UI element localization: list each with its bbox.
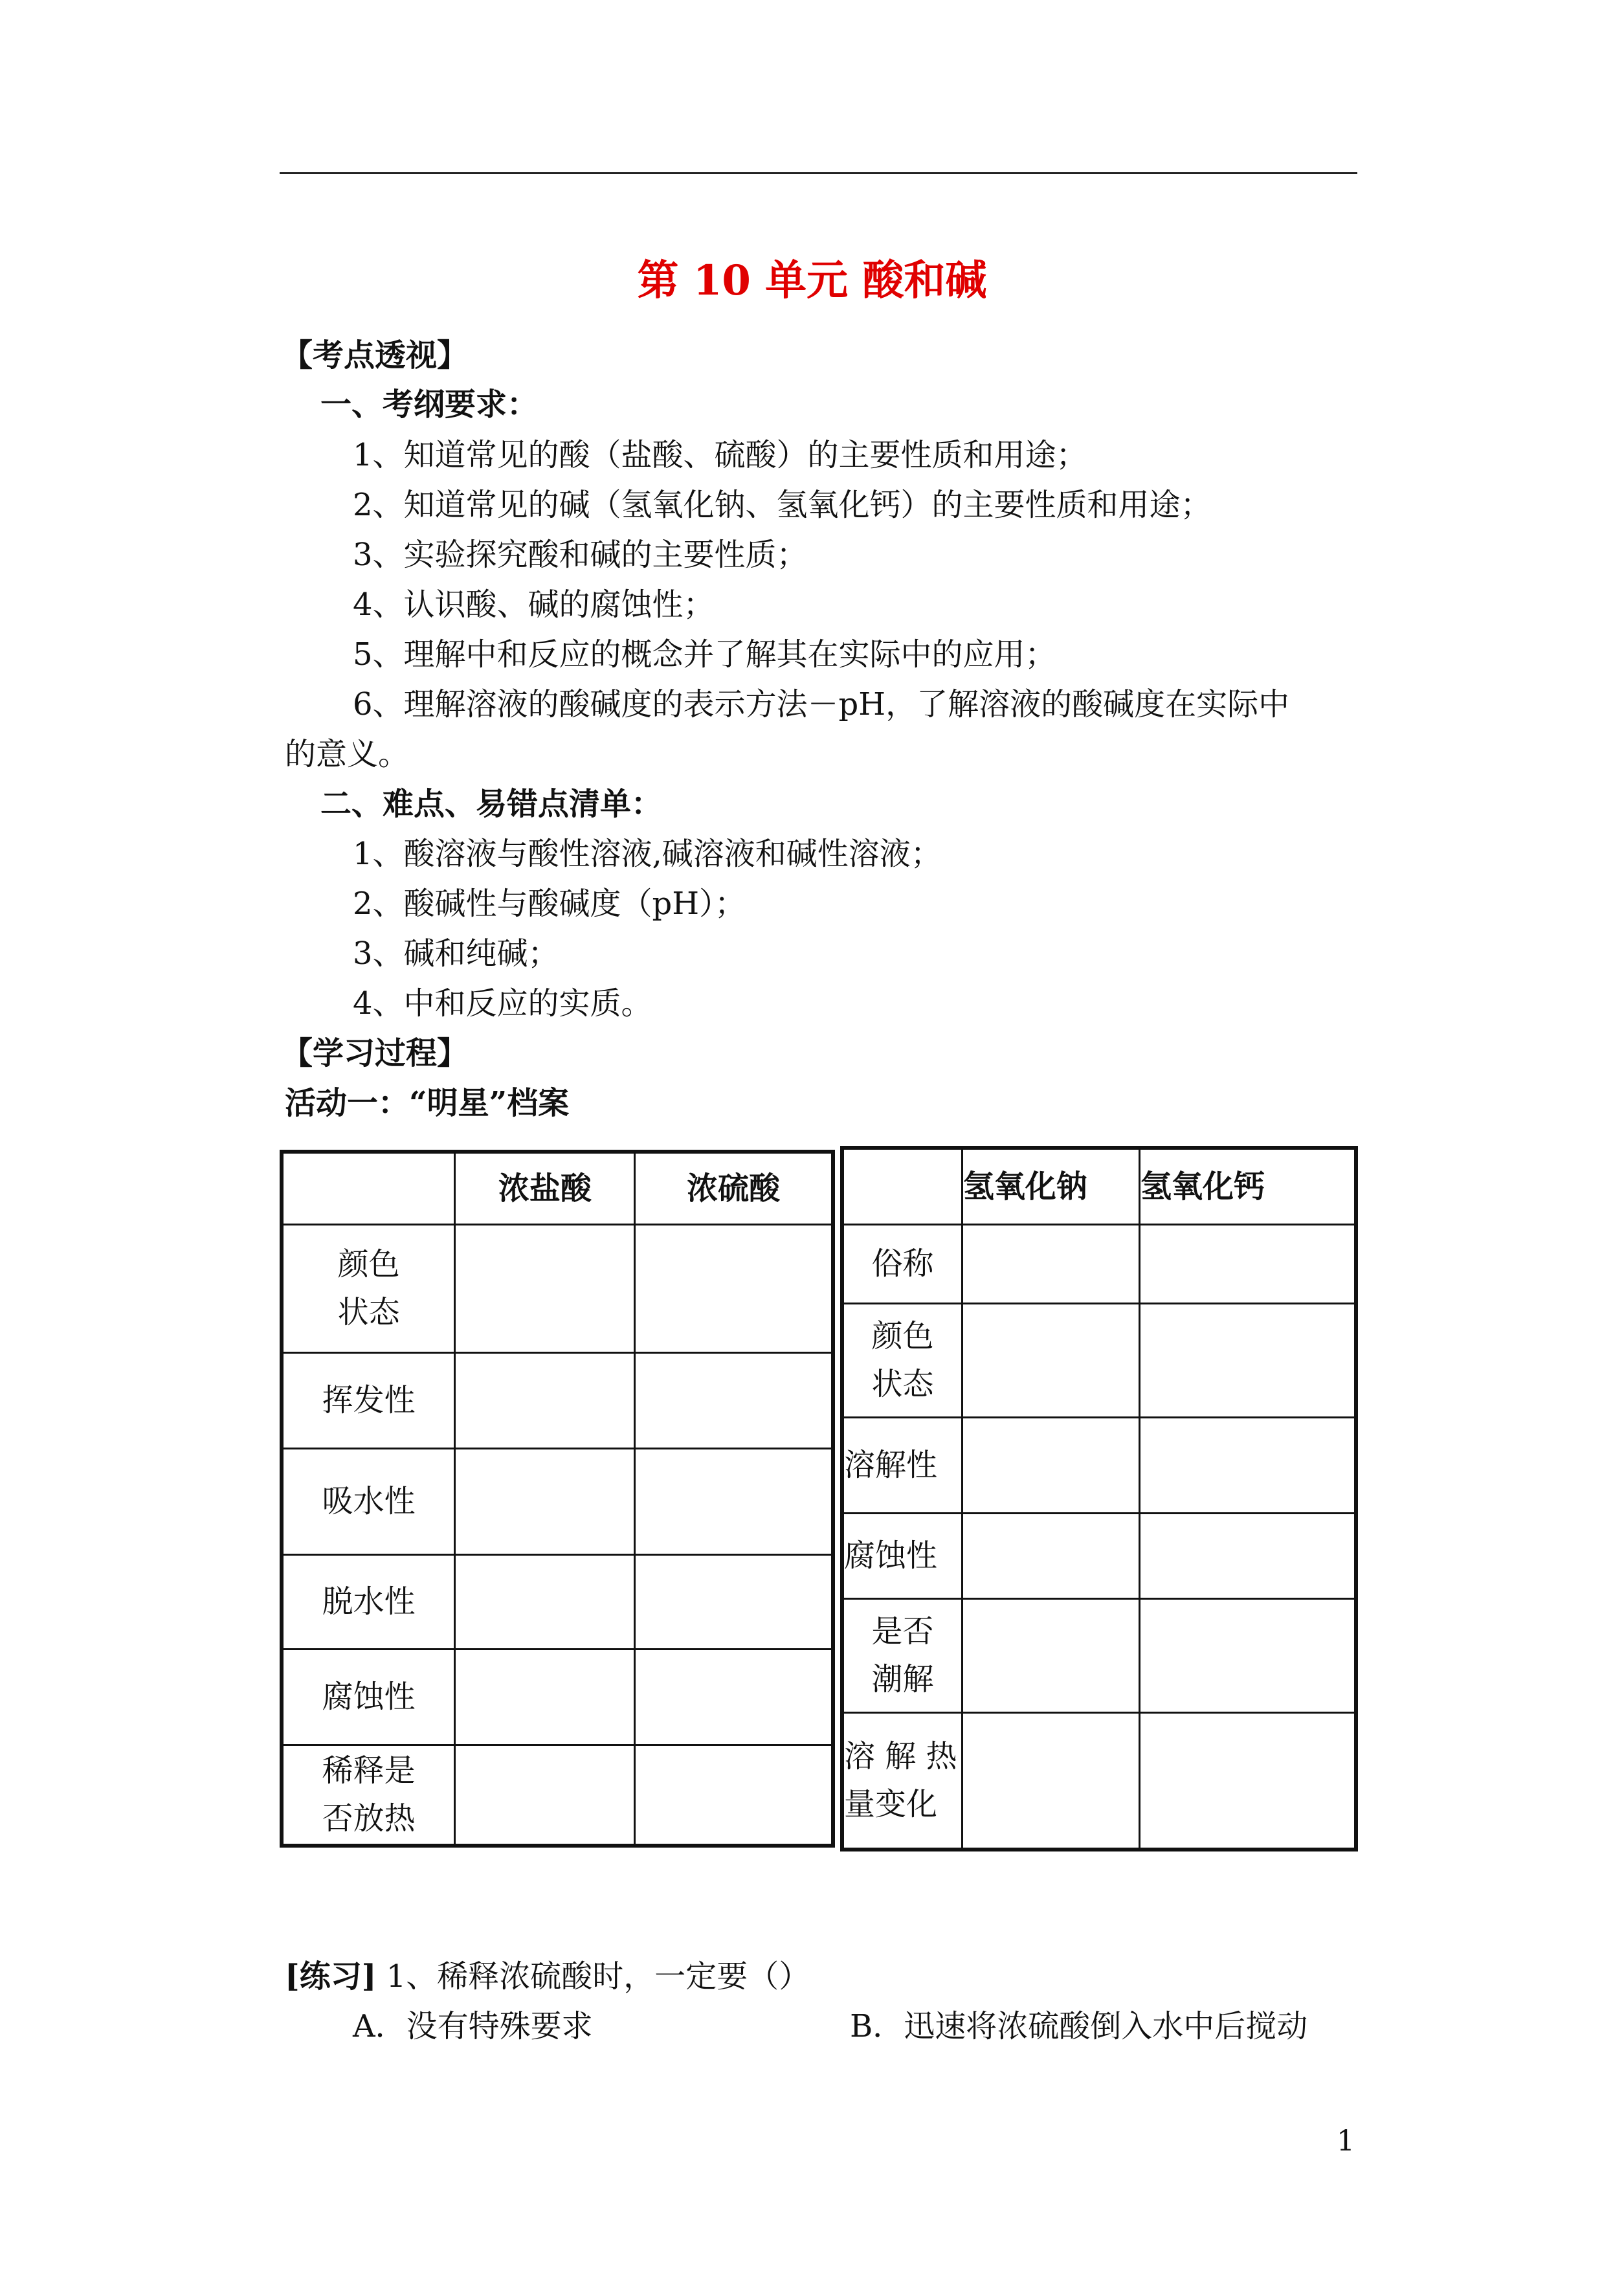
exercise-line [285,1951,810,1996]
row-label-line: 否放热 [322,1800,416,1837]
empty-cell [635,1448,833,1554]
base-properties-table [840,1146,1358,1851]
empty-cell [962,1513,1139,1598]
exercise-question: 1、稀释浓硫酸时，一定要（） [386,1958,810,1995]
subheading-kaogang: 一、考纲要求： [320,386,539,423]
row-label-hygroscopic: 吸水性 [282,1448,455,1554]
row-label-dilution-heat [282,1745,455,1846]
header-cell-caoh2: 氢氧化钙 [1139,1148,1356,1224]
empty-cell [962,1417,1139,1513]
empty-cell [455,1352,635,1448]
row-label-line: 量变化 [844,1786,938,1823]
empty-cell [455,1448,635,1554]
empty-cell [635,1745,833,1846]
empty-cell [1139,1712,1356,1850]
row-label-line: 颜色 [337,1246,400,1282]
table-row [282,1448,833,1554]
table-row [842,1712,1356,1850]
table-header-row [842,1148,1356,1224]
acid-properties-table [280,1150,835,1848]
empty-cell [455,1649,635,1745]
empty-cell [635,1224,833,1352]
kaogang-item-1: 1、知道常见的酸（盐酸、硫酸）的主要性质和用途； [353,437,1087,473]
row-label-line: 是否 [871,1613,934,1650]
page-title: 第 10 单元 酸和碱 [637,256,987,305]
empty-cell [1139,1417,1356,1513]
kaogang-item-5: 5、理解中和反应的概念并了解其在实际中的应用； [353,636,1056,673]
empty-cell [1139,1598,1356,1712]
kaogang-item-2: 2、知道常见的碱（氢氧化钠、氢氧化钙）的主要性质和用途； [353,487,1212,523]
table-row [842,1303,1356,1417]
option-b: B．迅速将浓硫酸倒入水中后搅动 [850,2008,1308,2044]
activity-heading: 活动一：“明星”档案 [285,1085,570,1121]
option-a: A．没有特殊要求 [353,2008,593,2044]
table-row [842,1598,1356,1712]
nandian-item-4: 4、中和反应的实质。 [353,985,652,1022]
subheading-nandian: 二、难点、易错点清单： [320,786,663,822]
empty-cell [962,1712,1139,1850]
header-cell-hcl: 浓盐酸 [455,1152,635,1224]
empty-cell [1139,1303,1356,1417]
row-label-deliquescent [842,1598,962,1712]
table-row [842,1513,1356,1598]
empty-cell [455,1745,635,1846]
table-corner-cell [842,1148,962,1224]
table-corner-cell [282,1152,455,1224]
section-heading-xuexi: 【学习过程】 [282,1035,469,1071]
empty-cell [962,1224,1139,1303]
table-row [282,1224,833,1352]
kaogang-item-6: 6、理解溶液的酸碱度的表示方法－pH，了解溶液的酸碱度在实际中 [353,686,1290,722]
empty-cell [1139,1224,1356,1303]
row-label-dissolution-heat [842,1712,962,1850]
header-cell-h2so4: 浓硫酸 [635,1152,833,1224]
row-label-line: 状态 [871,1366,934,1402]
empty-cell [455,1554,635,1649]
header-rule [280,172,1357,174]
empty-cell [962,1598,1139,1712]
table-row [282,1649,833,1745]
kaogang-item-6-cont: 的意义。 [285,736,410,772]
nandian-item-2: 2、酸碱性与酸碱度（pH）； [353,886,746,922]
row-label-line: 稀释是 [322,1752,416,1789]
row-label-color-state [842,1303,962,1417]
kaogang-item-3: 3、实验探究酸和碱的主要性质； [353,537,808,573]
row-label-color-state [282,1224,455,1352]
row-label-corrosive: 腐蚀性 [282,1649,455,1745]
table-row [842,1224,1356,1303]
nandian-item-3: 3、碱和纯碱； [353,935,559,972]
table-row [282,1745,833,1846]
row-label-line: 潮解 [871,1661,934,1697]
section-heading-kaodian: 【考点透视】 [282,337,469,374]
header-cell-naoh: 氢氧化钠 [962,1148,1139,1224]
empty-cell [635,1554,833,1649]
nandian-item-1: 1、酸溶液与酸性溶液,碱溶液和碱性溶液； [353,836,942,872]
row-label-dehydrating: 脱水性 [282,1554,455,1649]
empty-cell [635,1352,833,1448]
empty-cell [455,1224,635,1352]
row-label-volatility: 挥发性 [282,1352,455,1448]
row-label-common-name: 俗称 [842,1224,962,1303]
row-label-corrosive: 腐蚀性 [842,1513,962,1598]
exercise-label: [练习] [285,1958,377,1995]
empty-cell [635,1649,833,1745]
row-label-solubility: 溶解性 [842,1417,962,1513]
table-header-row [282,1152,833,1224]
table-row [282,1352,833,1448]
empty-cell [962,1303,1139,1417]
kaogang-item-4: 4、认识酸、碱的腐蚀性； [353,587,715,623]
page-number: 1 [1337,2125,1355,2158]
table-row [842,1417,1356,1513]
row-label-line: 颜色 [871,1317,934,1354]
row-label-line: 溶 解 热 [844,1738,957,1774]
table-row [282,1554,833,1649]
empty-cell [1139,1513,1356,1598]
row-label-line: 状态 [337,1294,400,1330]
